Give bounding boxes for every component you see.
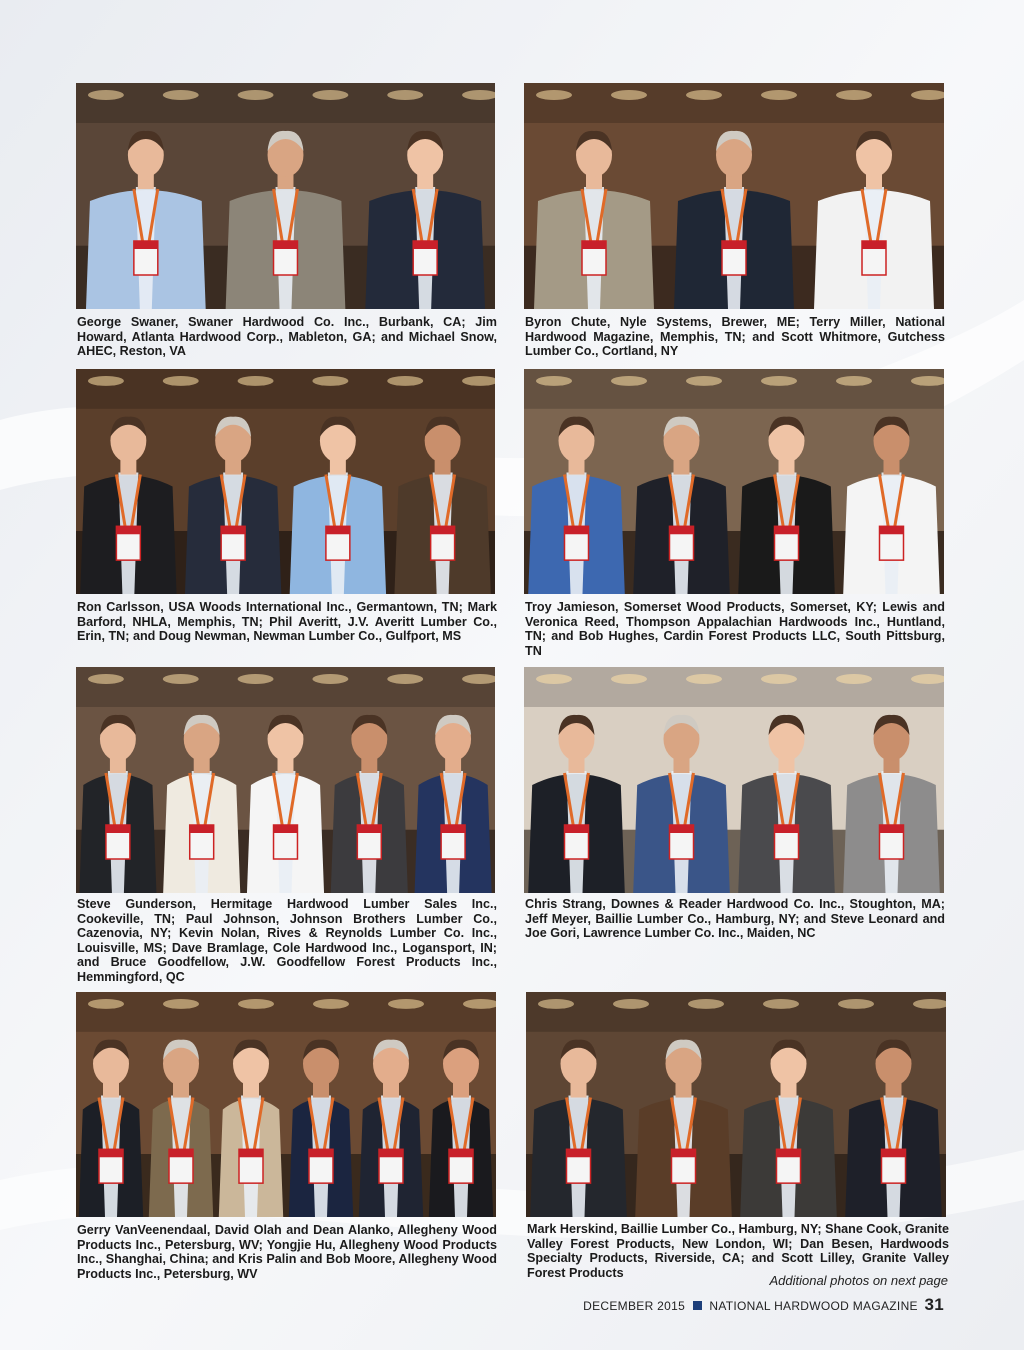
photo-caption: Chris Strang, Downes & Reader Hardwood Co. Inc., Stoughton, MA; Jeff Meyer, Baillie Lumber Co., Hamburg, NY; and Steve Leonard and Joe Gori, Lawrence Lumber Co. Inc., Maiden, NC xyxy=(525,897,945,941)
photo-caption: Gerry VanVeenendaal, David Olah and Dean Alanko, Allegheny Wood Products Inc., Petersburg, WV; Yongjie Hu, Allegheny Wood Products Inc., Shanghai, China; and Kris Palin and Bob Moore, Allegheny Wood Products Inc., Petersburg, WV xyxy=(77,1223,497,1281)
square-bullet-icon xyxy=(693,1301,702,1310)
event-photo xyxy=(76,667,495,893)
photo-caption: Mark Herskind, Baillie Lumber Co., Hamburg, NY; Shane Cook, Granite Valley Forest Products, New London, WI; Dan Besen, Hardwoods Specialty Products, Riverside, CA; and Scott Lilley, Granite Valley Forest Products xyxy=(527,1222,949,1280)
group-photo-illustration xyxy=(76,992,496,1217)
group-photo-illustration xyxy=(76,83,495,309)
group-photo-illustration xyxy=(524,369,944,594)
magazine-name: NATIONAL HARDWOOD MAGAZINE xyxy=(709,1299,918,1313)
event-photo xyxy=(524,667,944,893)
group-photo-illustration xyxy=(76,667,495,893)
group-photo-illustration xyxy=(524,667,944,893)
group-photo-illustration xyxy=(524,83,944,309)
photo-caption: Ron Carlsson, USA Woods International Inc., Germantown, TN; Mark Barford, NHLA, Memphis, TN; Phil Averitt, J.V. Averitt Lumber Co., Erin, TN; and Doug Newman, Newman Lumber Co., Gulfport, MS xyxy=(77,600,497,644)
event-photo xyxy=(76,992,496,1217)
issue-date: DECEMBER 2015 xyxy=(583,1299,686,1313)
group-photo-illustration xyxy=(526,992,946,1217)
event-photo xyxy=(76,369,495,594)
photo-caption: Troy Jamieson, Somerset Wood Products, Somerset, KY; Lewis and Veronica Reed, Thompson Appalachian Hardwoods Inc., Huntland, TN; and Bob Hughes, Cardin Forest Products LLC, South Pittsburg, TN xyxy=(525,600,945,658)
page-footer xyxy=(583,1295,944,1315)
photo-caption: Byron Chute, Nyle Systems, Brewer, ME; Terry Miller, National Hardwood Magazine, Memphis, TN; and Scott Whitmore, Gutchess Lumber Co., Cortland, NY xyxy=(525,315,945,359)
event-photo xyxy=(524,83,944,309)
photo-caption: George Swaner, Swaner Hardwood Co. Inc., Burbank, CA; Jim Howard, Atlanta Hardwood Corp., Mableton, GA; and Michael Snow, AHEC, Reston, VA xyxy=(77,315,497,359)
event-photo xyxy=(526,992,946,1217)
additional-photos-note: Additional photos on next page xyxy=(769,1273,948,1288)
photo-caption: Steve Gunderson, Hermitage Hardwood Lumber Sales Inc., Cookeville, TN; Paul Johnson, Johnson Brothers Lumber Co., Cazenovia, NY; Kevin Nolan, Rives & Reynolds Lumber Co. Inc., Louisville, MS; Dave Bramlage, Cole Hardwood Inc., Logansport, IN; and Bruce Goodfellow, J.W. Goodfellow Forest Products Inc., Hemmingford, QC xyxy=(77,897,497,984)
event-photo xyxy=(76,83,495,309)
event-photo xyxy=(524,369,944,594)
group-photo-illustration xyxy=(76,369,495,594)
page-number: 31 xyxy=(924,1295,944,1314)
